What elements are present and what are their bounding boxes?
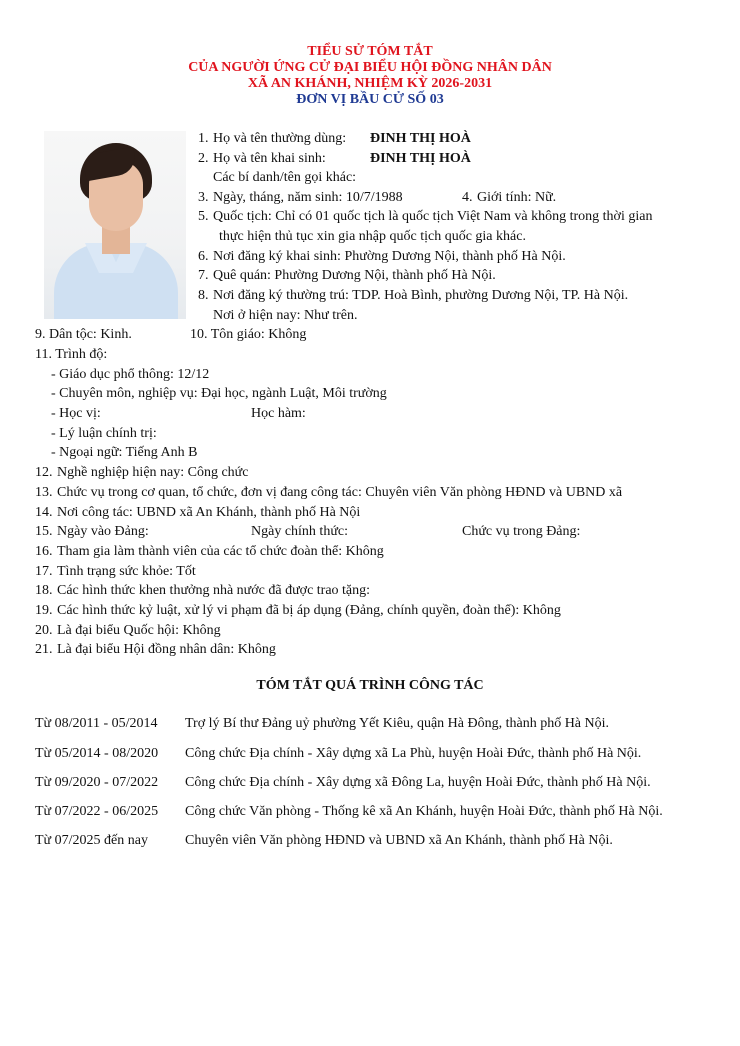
field-16-number: 16. <box>35 544 53 559</box>
field-specialization: - Chuyên môn, nghiệp vụ: Đại học, ngành Luật, Môi trường <box>51 386 387 401</box>
portrait-photo <box>44 131 186 319</box>
field-6-number: 6. <box>198 249 209 264</box>
field-2-number: 2. <box>198 151 209 166</box>
document-header <box>0 44 740 108</box>
field-general-education: - Giáo dục phổ thông: 12/12 <box>51 367 210 382</box>
field-13-number: 13. <box>35 485 53 500</box>
field-7-number: 7. <box>198 268 209 283</box>
field-17-number: 17. <box>35 564 53 579</box>
field-foreign-language: - Ngoại ngữ: Tiếng Anh B <box>51 445 198 460</box>
field-academic-title: Học hàm: <box>251 406 306 421</box>
field-religion: 10. Tôn giáo: Không <box>190 327 307 342</box>
field-1-label: Họ và tên thường dùng: <box>213 131 347 146</box>
field-19-number: 19. <box>35 603 53 618</box>
field-15-number: 15. <box>35 524 53 539</box>
field-1-number: 1. <box>198 131 209 146</box>
field-party-join-date: Ngày vào Đảng: <box>57 524 149 539</box>
header-term: XÃ AN KHÁNH, NHIỆM KỲ 2026-2031 <box>247 76 493 91</box>
field-5-number: 5. <box>198 209 209 224</box>
field-20-number: 20. <box>35 623 53 638</box>
field-education-heading: 11. Trình độ: <box>35 347 108 362</box>
work-row-description: Công chức Địa chính - Xây dựng xã Đông La, huyện Hoài Đức, thành phố Hà Nội. <box>185 775 651 790</box>
field-18-number: 18. <box>35 583 53 598</box>
field-political-theory: - Lý luận chính trị: <box>51 426 157 441</box>
field-14-number: 14. <box>35 505 53 520</box>
field-discipline: Các hình thức kỷ luật, xử lý vi phạm đã bị áp dụng (Đảng, chính quyền, đoàn thể): Không <box>57 603 561 618</box>
field-nationality: Quốc tịch: Chỉ có 01 quốc tịch là quốc tịch Việt Nam và không trong thời gian <box>213 209 653 224</box>
field-party-official-date: Ngày chính thức: <box>251 524 349 539</box>
field-current-address: Nơi ở hiện nay: Như trên. <box>213 308 358 323</box>
field-12-number: 12. <box>35 465 53 480</box>
work-row-period: Từ 05/2014 - 08/2020 <box>35 746 159 761</box>
field-health: Tình trạng sức khỏe: Tốt <box>57 564 196 579</box>
work-row-period: Từ 07/2025 đến nay <box>35 833 148 848</box>
header-constituency: ĐƠN VỊ BẦU CỬ SỐ 03 <box>296 92 444 107</box>
header-subtitle: CỦA NGƯỜI ỨNG CỬ ĐẠI BIỂU HỘI ĐỒNG NHÂN DÂN <box>188 60 552 75</box>
field-21-number: 21. <box>35 642 53 657</box>
work-row-period: Từ 07/2022 - 06/2025 <box>35 804 159 819</box>
work-row-period: Từ 09/2020 - 07/2022 <box>35 775 159 790</box>
work-row-description: Công chức Địa chính - Xây dựng xã La Phù, huyện Hoài Đức, thành phố Hà Nội. <box>185 746 642 761</box>
field-position: Chức vụ trong cơ quan, tổ chức, đơn vị đang công tác: Chuyên viên Văn phòng HĐND và UBND xã <box>57 485 623 500</box>
work-row-description: Trợ lý Bí thư Đảng uỷ phường Yết Kiêu, quận Hà Đông, thành phố Hà Nội. <box>185 716 610 731</box>
field-organizations: Tham gia làm thành viên của các tổ chức đoàn thể: Không <box>57 544 384 559</box>
field-degree: - Học vị: <box>51 406 101 421</box>
field-national-assembly: Là đại biểu Quốc hội: Không <box>57 623 221 638</box>
field-1-value: ĐINH THỊ HOÀ <box>370 131 471 146</box>
field-aliases: Các bí danh/tên gọi khác: <box>213 170 357 185</box>
work-row-description: Công chức Văn phòng - Thống kê xã An Khánh, huyện Hoài Đức, thành phố Hà Nội. <box>185 804 663 819</box>
field-birthdate: Ngày, tháng, năm sinh: 10/7/1988 <box>213 190 403 205</box>
header-title: TIỂU SỬ TÓM TẮT <box>307 44 433 59</box>
field-nationality-cont: thực hiện thủ tục xin gia nhập quốc tịch quốc gia khác. <box>219 229 526 244</box>
work-row-period: Từ 08/2011 - 05/2014 <box>35 716 158 731</box>
field-workplace: Nơi công tác: UBND xã An Khánh, thành phố Hà Nội <box>57 505 361 520</box>
field-ethnicity: 9. Dân tộc: Kinh. <box>35 327 132 342</box>
field-2-label: Họ và tên khai sinh: <box>213 151 326 166</box>
field-8-number: 8. <box>198 288 209 303</box>
work-row-description: Chuyên viên Văn phòng HĐND và UBND xã An Khánh, thành phố Hà Nội. <box>185 833 613 848</box>
field-birth-registration: Nơi đăng ký khai sinh: Phường Dương Nội, thành phố Hà Nội. <box>213 249 566 264</box>
field-3-number: 3. <box>198 190 209 205</box>
field-party-position: Chức vụ trong Đảng: <box>462 524 581 539</box>
field-gender: Giới tính: Nữ. <box>477 190 557 205</box>
field-occupation: Nghề nghiệp hiện nay: Công chức <box>57 465 249 480</box>
field-2-value: ĐINH THỊ HOÀ <box>370 151 471 166</box>
field-awards: Các hình thức khen thưởng nhà nước đã được trao tặng: <box>57 583 371 598</box>
work-history-title: TÓM TẮT QUÁ TRÌNH CÔNG TÁC <box>256 678 484 693</box>
field-4-number: 4. <box>462 190 473 205</box>
field-residence: Nơi đăng ký thường trú: TDP. Hoà Bình, phường Dương Nội, TP. Hà Nội. <box>213 288 629 303</box>
field-hometown: Quê quán: Phường Dương Nội, thành phố Hà Nội. <box>213 268 496 283</box>
field-peoples-council: Là đại biểu Hội đồng nhân dân: Không <box>57 642 276 657</box>
